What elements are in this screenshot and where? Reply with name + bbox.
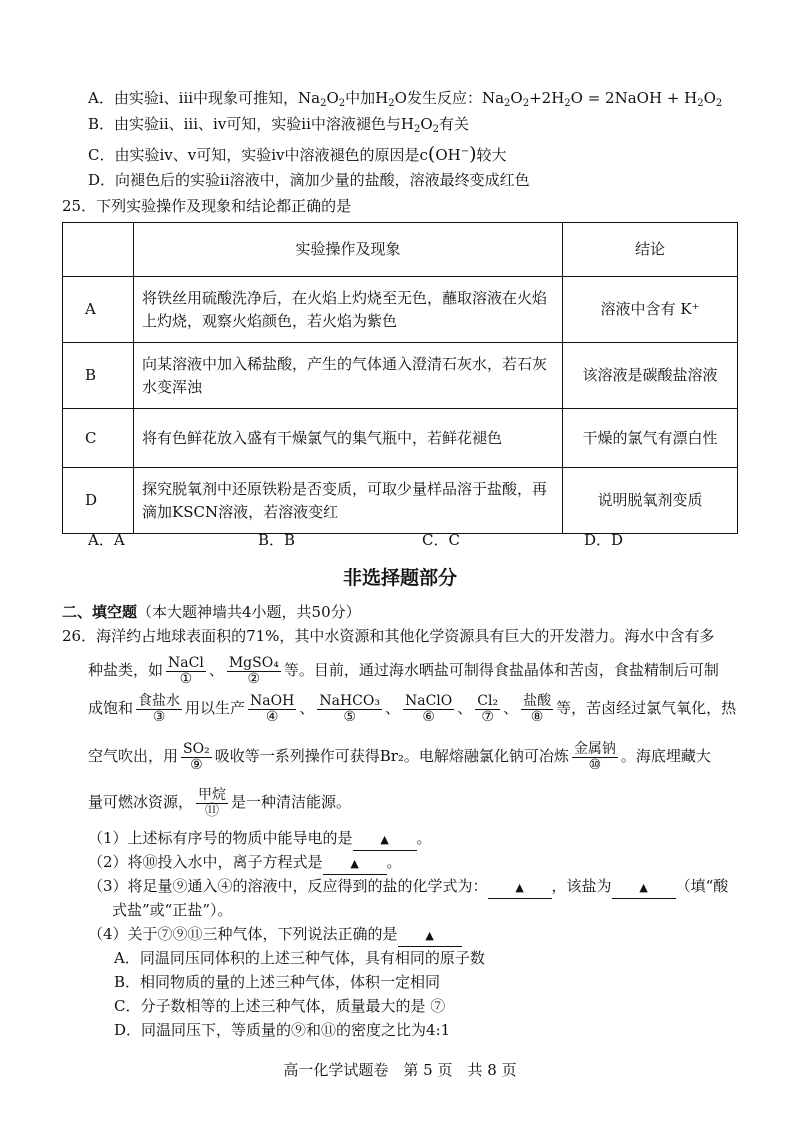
- section-2-desc: （本大题神墙共4小题，共50分）: [137, 603, 361, 621]
- q26-part-3: （3）将足量⑨通入④的溶液中，反应得到的盐的化学式为： ▲ ，该盐为 ▲ （填“酸: [88, 876, 728, 899]
- fraction-brine: $\frac{\text{食盐水}}{\text{③}}$: [138, 692, 181, 725]
- row-operation: 探究脱氧剂中还原铁粉是否变质，可取少量样品溶于盐酸，再滴加KSCN溶液，若溶液变红: [134, 468, 563, 534]
- row-conclusion: 该溶液是碳酸盐溶液: [563, 343, 738, 409]
- header-conclusion: 结论: [563, 223, 738, 277]
- q26-part-4-option-c: C．分子数相等的上述三种气体，质量最大的是 ⑦: [114, 997, 446, 1015]
- option-d-q24: D．向褪色后的实验ii溶液中，滴加少量的盐酸，溶液最终变成红色: [88, 171, 530, 189]
- row-label: B: [63, 343, 134, 409]
- fraction-nahco3: $\frac{\text{NaHCO₃}}{\text{⑤}}$: [319, 692, 380, 725]
- q26-line-3: 成饱和 $\frac{\text{食盐水}}{\text{③}}$ 用以生产 $\frac{\text{NaOH}}{\text{④}}$ 、 $\frac{\text{NaHCO₃}}{\text{⑤}}$ 、 $\frac{\text{NaClO}}{\text{⑥}}$ 、 $\frac{\text{Cl₂}}{\text{⑦}}$ 、 $\frac{\text{盐酸}}{\text{⑧}}$ 等，苦卤经过氯气氧化，热: [88, 692, 737, 725]
- section-2-label: 二、填空题: [62, 603, 138, 621]
- section-2-heading: [62, 602, 361, 622]
- option-c-q24: C．由实验iv、v可知，实验iv中溶液褪色的原因是c(OH−)较大: [88, 143, 507, 165]
- row-operation: 将有色鲜花放入盛有干燥氯气的集气瓶中，若鲜花褪色: [134, 409, 563, 468]
- fraction-hcl: $\frac{\text{盐酸}}{\text{⑧}}$: [523, 692, 552, 725]
- row-conclusion: 干燥的氯气有漂白性: [563, 409, 738, 468]
- q25-choice-a: A．A: [88, 531, 125, 549]
- row-conclusion: 溶液中含有 K⁺: [563, 277, 738, 343]
- table-row: [63, 343, 738, 409]
- section-title: 非选择题部分: [342, 567, 457, 589]
- fraction-naoh: $\frac{\text{NaOH}}{\text{④}}$: [250, 692, 295, 725]
- q26-part-4: （4）关于⑦⑨⑪三种气体，下列说法正确的是 ▲: [88, 924, 462, 947]
- q26-part-4-option-a: A．同温同压同体积的上述三种气体，具有相同的原子数: [114, 949, 485, 967]
- answer-blank-1[interactable]: ▲: [353, 830, 417, 851]
- q26-line-5: 量可燃冰资源， $\frac{\text{甲烷}}{\text{⑪}}$ 是一种清洁能源。: [88, 786, 352, 819]
- fraction-nacl: $\frac{\text{NaCl}}{\text{①}}$: [168, 654, 204, 687]
- q25-stem: 25．下列实验操作及现象和结论都正确的是: [62, 197, 352, 215]
- row-label: C: [63, 409, 134, 468]
- q26-part-4-option-d: D．同温同压下，等质量的⑨和⑪的密度之比为4:1: [114, 1021, 451, 1039]
- fraction-sodium: $\frac{\text{金属钠}}{\text{⑩}}$: [573, 740, 616, 773]
- row-operation: 将铁丝用硫酸洗净后，在火焰上灼烧至无色，蘸取溶液在火焰上灼烧，观察火焰颜色，若火焰为紫色: [134, 277, 563, 343]
- q26-line-1: 26．海洋约占地球表面积的71%，其中水资源和其他化学资源具有巨大的开发潜力。海水中含有多: [62, 627, 715, 645]
- row-conclusion: 说明脱氧剂变质: [563, 468, 738, 534]
- option-b-q24: B．由实验ii、iii、iv可知，实验ii中溶液褪色与$H_2O_2$有关: [88, 115, 470, 135]
- q25-table: [62, 222, 738, 534]
- answer-blank-4[interactable]: ▲: [612, 878, 676, 899]
- q26-part-3-cont: 式盐”或“正盐”）。: [112, 901, 233, 919]
- q26-line-2: 种盐类，如 $\frac{\text{NaCl}}{\text{①}}$ 、 $\frac{\text{MgSO₄}}{\text{②}}$ 等。目前，通过海水晒盐可制得食盐晶体和苦卤，食盐精制后可制: [88, 654, 719, 687]
- row-label: A: [63, 277, 134, 343]
- fraction-so2: $\frac{\text{SO₂}}{\text{⑨}}$: [183, 740, 210, 773]
- fraction-mgso4: $\frac{\text{MgSO₄}}{\text{②}}$: [228, 654, 279, 687]
- fraction-naclo: $\frac{\text{NaClO}}{\text{⑥}}$: [404, 692, 453, 725]
- answer-blank-2[interactable]: ▲: [323, 854, 387, 875]
- header-blank: [63, 223, 134, 277]
- q26-part-4-option-b: B．相同物质的量的上述三种气体，体积一定相同: [114, 973, 441, 991]
- q25-choice-b: B．B: [258, 531, 296, 549]
- table-row: [63, 277, 738, 343]
- page-footer: 高一化学试题卷 第 5 页 共 8 页: [283, 1061, 517, 1079]
- fraction-cl2: $\frac{\text{Cl₂}}{\text{⑦}}$: [477, 692, 499, 725]
- row-operation: 向某溶液中加入稀盐酸，产生的气体通入澄清石灰水，若石灰水变浑浊: [134, 343, 563, 409]
- table-header-row: [63, 223, 738, 277]
- fraction-methane: $\frac{\text{甲烷}}{\text{⑪}}$: [198, 786, 227, 819]
- q25-choice-d: D．D: [584, 531, 624, 549]
- table-row: [63, 468, 738, 534]
- q25-choice-c: C．C: [422, 531, 460, 549]
- header-operation: 实验操作及现象: [134, 223, 563, 277]
- q26-line-4: 空气吹出，用 $\frac{\text{SO₂}}{\text{⑨}}$ 吸收等一系列操作可获得Br₂。电解熔融氯化钠可冶炼 $\frac{\text{金属钠}}{\text{⑩}}$ 。海底埋藏大: [88, 740, 711, 773]
- answer-blank-3[interactable]: ▲: [488, 878, 552, 899]
- table-row: [63, 409, 738, 468]
- answer-blank-5[interactable]: ▲: [398, 926, 462, 947]
- q26-part-1: （1）上述标有序号的物质中能导电的是 ▲ 。: [88, 828, 432, 851]
- row-label: D: [63, 468, 134, 534]
- q26-part-2: （2）将⑩投入水中，离子方程式是 ▲ 。: [88, 852, 402, 875]
- option-a-q24: A．由实验i、iii中现象可推知，$Na_2O_2$中加$H_2O$发生反应：$Na_2O_2+2H_2O$ = 2NaOH + $H_2O_2$: [88, 89, 723, 109]
